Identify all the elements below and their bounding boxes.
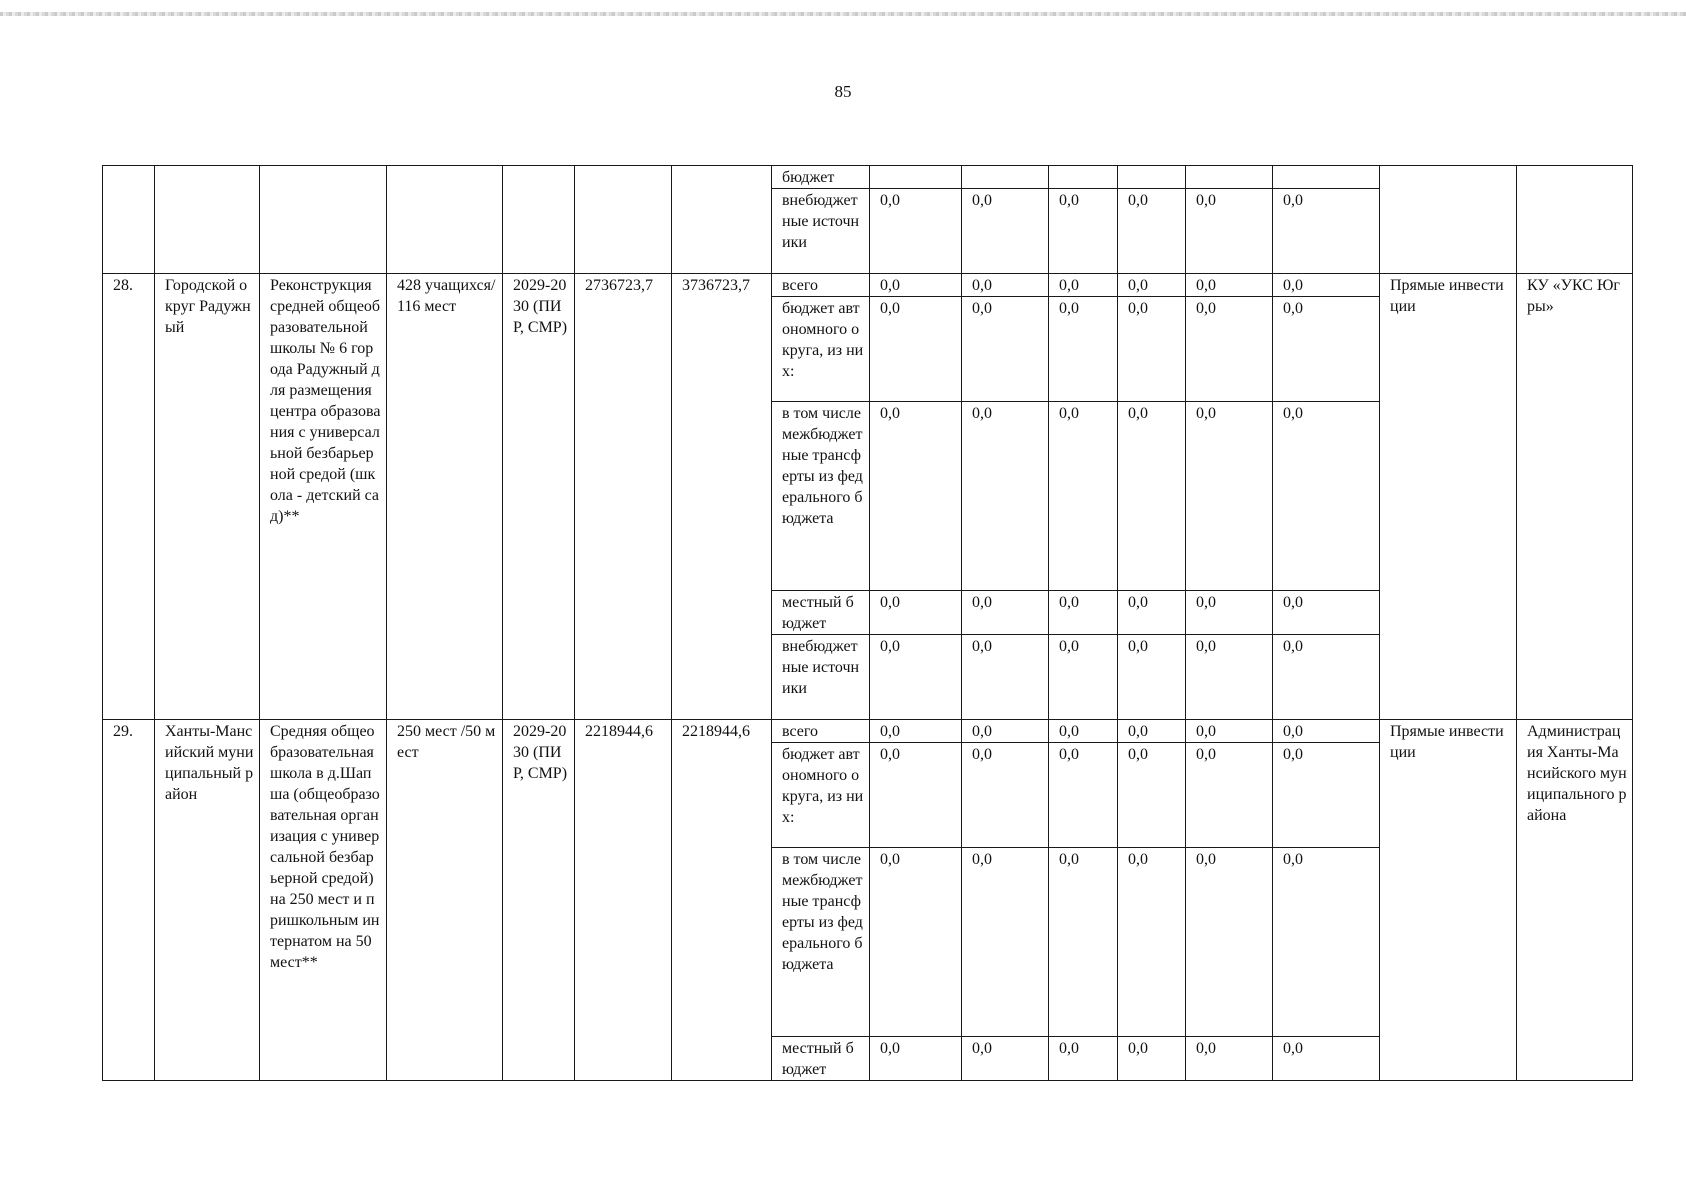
value-cell: 0,0 <box>1273 720 1380 743</box>
funding-source: в том числе межбюджетные трансферты из федерального бюджета <box>772 402 870 591</box>
value-cell: 0,0 <box>1049 848 1118 1037</box>
value-cell: 0,0 <box>962 189 1049 274</box>
customer-cell <box>1517 166 1633 274</box>
table-row <box>103 720 1633 743</box>
investment-table <box>102 165 1633 1081</box>
remaining-cell <box>672 166 772 274</box>
value-cell: 0,0 <box>870 274 962 297</box>
value-cell: 0,0 <box>870 591 962 635</box>
value-cell: 0,0 <box>1049 743 1118 848</box>
funding-source: бюджет <box>772 166 870 189</box>
capacity-cell: 250 мест /50 мест <box>387 720 503 1081</box>
municipality-cell <box>155 166 260 274</box>
object-cell: Реконструкция средней общеобразовательной школы № 6 города Радужный для размещения центра образования с универсальной безбарьерной средой (школа - детский сад)** <box>260 274 387 720</box>
value-cell: 0,0 <box>870 848 962 1037</box>
remaining-cell: 3736723,7 <box>672 274 772 720</box>
value-cell <box>870 166 962 189</box>
value-cell: 0,0 <box>1118 402 1186 591</box>
funding-source: местный бюджет <box>772 1037 870 1081</box>
value-cell: 0,0 <box>1186 274 1273 297</box>
value-cell: 0,0 <box>1049 635 1118 720</box>
cost-cell: 2218944,6 <box>575 720 672 1081</box>
funding-source: местный бюджет <box>772 591 870 635</box>
value-cell: 0,0 <box>1118 591 1186 635</box>
value-cell <box>1273 166 1380 189</box>
mechanism-cell <box>1380 166 1517 274</box>
value-cell: 0,0 <box>1186 635 1273 720</box>
value-cell: 0,0 <box>1118 635 1186 720</box>
value-cell: 0,0 <box>870 720 962 743</box>
value-cell: 0,0 <box>962 635 1049 720</box>
value-cell: 0,0 <box>1186 848 1273 1037</box>
value-cell: 0,0 <box>1186 591 1273 635</box>
table-row <box>103 166 1633 189</box>
value-cell: 0,0 <box>962 402 1049 591</box>
value-cell <box>962 166 1049 189</box>
value-cell: 0,0 <box>1273 189 1380 274</box>
value-cell <box>1186 166 1273 189</box>
table-row <box>103 274 1633 297</box>
value-cell: 0,0 <box>1186 720 1273 743</box>
funding-source: внебюджетные источники <box>772 635 870 720</box>
value-cell: 0,0 <box>1186 402 1273 591</box>
value-cell: 0,0 <box>1273 848 1380 1037</box>
value-cell: 0,0 <box>870 402 962 591</box>
value-cell: 0,0 <box>1118 189 1186 274</box>
period-cell: 2029-2030 (ПИР, СМР) <box>503 274 575 720</box>
value-cell: 0,0 <box>870 189 962 274</box>
value-cell: 0,0 <box>1186 189 1273 274</box>
num-cell <box>103 166 155 274</box>
value-cell: 0,0 <box>1049 720 1118 743</box>
value-cell: 0,0 <box>870 297 962 402</box>
value-cell: 0,0 <box>1186 1037 1273 1081</box>
value-cell: 0,0 <box>1049 591 1118 635</box>
cost-cell: 2736723,7 <box>575 274 672 720</box>
value-cell: 0,0 <box>1273 402 1380 591</box>
cost-cell <box>575 166 672 274</box>
mechanism-cell: Прямые инвестиции <box>1380 720 1517 1081</box>
customer-cell: Администрация Ханты-Мансийского муниципального района <box>1517 720 1633 1081</box>
funding-source: внебюджетные источники <box>772 189 870 274</box>
value-cell: 0,0 <box>1118 274 1186 297</box>
object-cell <box>260 166 387 274</box>
value-cell: 0,0 <box>962 848 1049 1037</box>
value-cell: 0,0 <box>1273 743 1380 848</box>
remaining-cell: 2218944,6 <box>672 720 772 1081</box>
value-cell <box>1049 166 1118 189</box>
funding-source: всего <box>772 274 870 297</box>
value-cell: 0,0 <box>1118 1037 1186 1081</box>
funding-source: бюджет автономного округа, из них: <box>772 743 870 848</box>
value-cell: 0,0 <box>962 297 1049 402</box>
value-cell: 0,0 <box>1273 591 1380 635</box>
value-cell: 0,0 <box>1049 402 1118 591</box>
value-cell: 0,0 <box>1049 189 1118 274</box>
value-cell: 0,0 <box>1118 297 1186 402</box>
value-cell: 0,0 <box>1273 1037 1380 1081</box>
value-cell: 0,0 <box>870 635 962 720</box>
value-cell: 0,0 <box>1049 297 1118 402</box>
period-cell: 2029-2030 (ПИР, СМР) <box>503 720 575 1081</box>
value-cell: 0,0 <box>1186 743 1273 848</box>
value-cell: 0,0 <box>1273 274 1380 297</box>
value-cell: 0,0 <box>1186 297 1273 402</box>
period-cell <box>503 166 575 274</box>
value-cell: 0,0 <box>1118 720 1186 743</box>
value-cell <box>1118 166 1186 189</box>
municipality-cell: Ханты-Мансийский муниципальный район <box>155 720 260 1081</box>
value-cell: 0,0 <box>870 1037 962 1081</box>
value-cell: 0,0 <box>1118 848 1186 1037</box>
value-cell: 0,0 <box>1118 743 1186 848</box>
capacity-cell: 428 учащихся/ 116 мест <box>387 274 503 720</box>
customer-cell: КУ «УКС Югры» <box>1517 274 1633 720</box>
mechanism-cell: Прямые инвестиции <box>1380 274 1517 720</box>
value-cell: 0,0 <box>962 720 1049 743</box>
value-cell: 0,0 <box>1273 635 1380 720</box>
num-cell: 28. <box>103 274 155 720</box>
value-cell: 0,0 <box>962 743 1049 848</box>
value-cell: 0,0 <box>962 591 1049 635</box>
scan-edge <box>0 12 1686 16</box>
value-cell: 0,0 <box>962 274 1049 297</box>
funding-source: в том числе межбюджетные трансферты из федерального бюджета <box>772 848 870 1037</box>
municipality-cell: Городской округ Радужный <box>155 274 260 720</box>
funding-source: всего <box>772 720 870 743</box>
capacity-cell <box>387 166 503 274</box>
funding-source: бюджет автономного округа, из них: <box>772 297 870 402</box>
value-cell: 0,0 <box>1049 274 1118 297</box>
value-cell: 0,0 <box>1049 1037 1118 1081</box>
page-number: 85 <box>834 82 852 101</box>
value-cell: 0,0 <box>870 743 962 848</box>
value-cell: 0,0 <box>962 1037 1049 1081</box>
num-cell: 29. <box>103 720 155 1081</box>
value-cell: 0,0 <box>1273 297 1380 402</box>
object-cell: Средняя общеобразовательная школа в д.Шапша (общеобразовательная организация с универсальной безбарьерной средой) на 250 мест и пришкольным интернатом на 50 мест** <box>260 720 387 1081</box>
